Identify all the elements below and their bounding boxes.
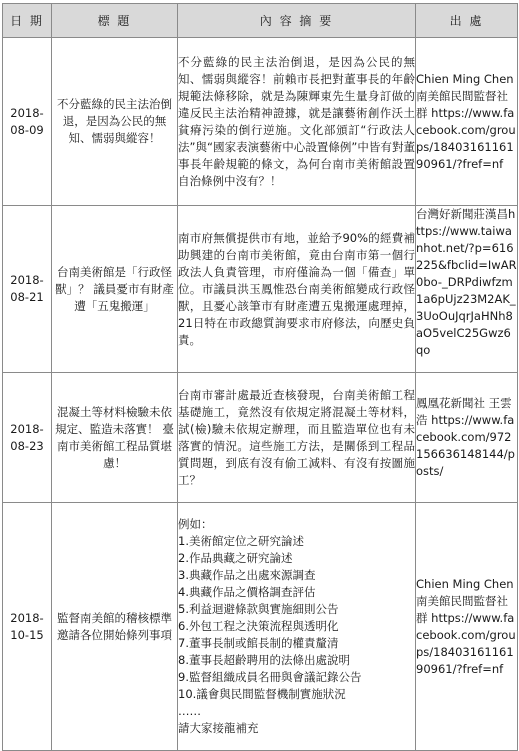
- list-item: 8.董事長超齡聘用的法條出處說明: [178, 653, 350, 667]
- table-row: [3, 373, 518, 503]
- row-date: 2018- 08-23: [3, 373, 52, 503]
- row-source[interactable]: Chien Ming Chen南美館民間監督社群 https://www.facebook.com/groups/1840316116190961/?fref=nf: [416, 503, 518, 751]
- header-row: [3, 4, 518, 38]
- row-content: 南市府無償提供市有地，並給予90%的經費補助興建的台南市美術館，竟由台南市第一個行政法人負責管理，市府僅淪為一個「備查」單位。市議員洪玉鳳惟恐台南美術館變成行政怪獸，且憂心該筆市有財產遭五鬼搬運處理掉，21日特在市政總質詢要求市府修法，向歷史負責。: [178, 206, 416, 373]
- header-date: 日 期: [3, 4, 52, 38]
- list-item: 例如：: [178, 517, 213, 531]
- row-source[interactable]: 台灣好新聞莊漢昌https://www.taiwanhot.net/?p=616225&fbclid=IwAR0bo-_DRPdiwfzm1a6pUjz23M2AK_3UoOuJqrJaHNh8aO5velC25Gwz6qo: [416, 206, 518, 373]
- row-content: [178, 503, 416, 751]
- row-title: 台南美術館是「行政怪獸」？ 議員憂市有財產遭「五鬼搬運」: [52, 206, 178, 373]
- table-row: [3, 38, 518, 206]
- row-content: 不分藍綠的民主法治倒退，是因為公民的無知、懦弱與縱容！前賴市長把對董事長的年齡規範法條移除，就是為陳輝東先生量身訂做的違反民主法治精神證據，就是讓藝術創作沃土貧瘠污染的倒行逆施。文化部頒訂“行政法人法”與“國家表演藝術中心設置條例”中皆有對董事長年齡規範的條文，為何台南市美術館設置自治條例中沒有？！: [178, 38, 416, 206]
- row-title: 監督南美館的稽核標準 邀請各位開始條列事項: [52, 503, 178, 751]
- list-item: 7.董事長制或館長制的權責釐清: [178, 636, 339, 650]
- list-item: ……: [178, 704, 201, 718]
- row-source[interactable]: Chien Ming Chen南美館民間監督社群 https://www.facebook.com/groups/1840316116190961/?fref=nf: [416, 38, 518, 206]
- list-item: 1.美術館定位之研究論述: [178, 534, 304, 548]
- articles-table: [2, 3, 518, 751]
- row-date: 2018- 08-21: [3, 206, 52, 373]
- list-item: 2.作品典藏之研究論述: [178, 551, 293, 565]
- table-row: [3, 503, 518, 751]
- list-item: 請大家接龍補充: [178, 721, 259, 735]
- table-row: [3, 206, 518, 373]
- list-item: 4.典藏作品之價格調查評估: [178, 585, 316, 599]
- row-title: 不分藍綠的民主法治倒退，是因為公民的無知、懦弱與縱容！: [52, 38, 178, 206]
- header-content: 內 容 摘 要: [178, 4, 416, 38]
- list-item: 10.議會與民間監督機制實施狀況: [178, 687, 346, 701]
- list-item: 5.利益迴避條款與實施細則公告: [178, 602, 339, 616]
- row-content: 台南市審計處最近查核發現，台南美術館工程基礎施工，竟然沒有依規定將混凝土等材料，試(檢)驗未依規定辦理，而且監造單位也有未落實的情況。這些施工方法，是關係到工程品質問題，到底有沒有偷工減料、有沒有按圖施工？: [178, 373, 416, 503]
- row-date: 2018- 08-09: [3, 38, 52, 206]
- header-title: 標 題: [52, 4, 178, 38]
- row-date: 2018- 10-15: [3, 503, 52, 751]
- list-item: 9.監督組織成員名冊與會議記錄公告: [178, 670, 362, 684]
- list-item: 6.外包工程之決策流程與透明化: [178, 619, 339, 633]
- list-item: 3.典藏作品之出處來源調查: [178, 568, 316, 582]
- row-title: 混凝土等材料檢驗未依規定、監造未落實！ 臺南市美術館工程品質堪慮！: [52, 373, 178, 503]
- header-source: 出 處: [416, 4, 518, 38]
- row-source[interactable]: 鳳凰花新聞社 王雲浩 https://www.facebook.com/972156636148144/posts/: [416, 373, 518, 503]
